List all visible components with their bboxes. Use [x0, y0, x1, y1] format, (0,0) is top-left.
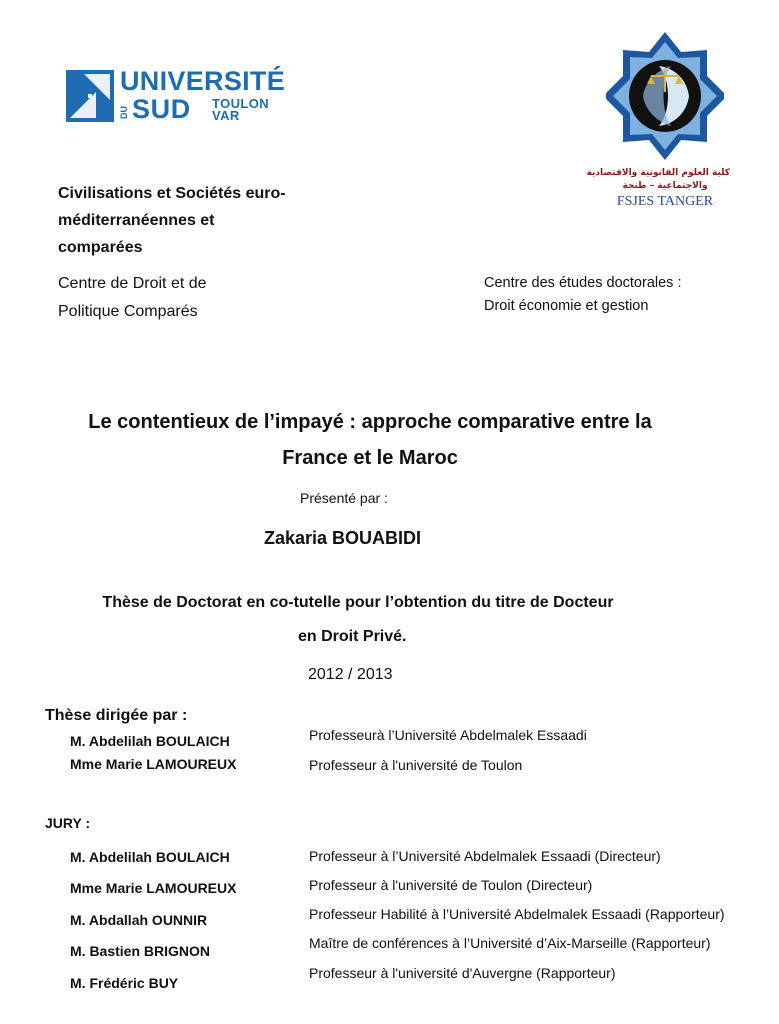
jury-member-role: Professeur à l'université de Toulon (Directeur) [309, 877, 593, 893]
logo-universite-text: UNIVERSITÉ [120, 66, 286, 96]
presented-by-label: Présenté par : [300, 490, 388, 506]
jury-member-name: Mme Marie LAMOUREUX [70, 880, 237, 896]
thesis-title [0, 404, 740, 476]
fsjes-emblem-icon [606, 28, 724, 164]
program-line: comparées [58, 239, 143, 256]
universite-logo-mark-icon [66, 70, 114, 122]
jury-heading: JURY : [45, 815, 91, 831]
centre-right-line: Centre des études doctorales : [484, 275, 682, 291]
director-name: Mme Marie LAMOUREUX [70, 756, 237, 772]
director-role: Professeurà l’Université Abdelmalek Essaadi [309, 727, 587, 743]
centre-left-line: Politique Comparés [58, 303, 198, 320]
jury-member-role: Professeur à l'université d'Auvergne (Rapporteur) [309, 965, 616, 981]
jury-member-name: M. Abdelilah BOULAICH [70, 849, 230, 865]
universite-du-sud-logo [66, 66, 288, 126]
fsjes-arabic-name-line2: والاجتماعية – طنجة [622, 181, 708, 191]
jury-member-name: M. Frédéric BUY [70, 975, 179, 991]
logo-sud-text: SUD [132, 94, 191, 124]
doctoral-studies-centre [484, 272, 681, 318]
author-name: Zakaria BOUABIDI [264, 528, 422, 548]
fsjes-name: FSJES TANGER [616, 194, 714, 209]
jury-member-role: Maître de conférences à l’Université d’Aix-Marseille (Rapporteur) [309, 935, 711, 951]
research-centre-left [58, 270, 207, 326]
jury-member-name: M. Abdallah OUNNIR [70, 912, 208, 928]
logo-du-text: DU [119, 106, 129, 120]
fsjes-arabic-name-line1: كلية العلوم القانونية والاقتصادية [586, 168, 730, 178]
fsjes-tanger-logo [586, 28, 730, 218]
thesis-degree-line2: en Droit Privé. [298, 628, 407, 645]
director-name: M. Abdelilah BOULAICH [70, 733, 230, 749]
program-line: Civilisations et Sociétés euro- [58, 185, 286, 202]
director-role: Professeur à l'université de Toulon [309, 757, 523, 773]
program-line: méditerranéennes et [58, 212, 215, 229]
academic-years: 2012 / 2013 [308, 666, 393, 683]
title-line-2: France et le Maroc [282, 447, 458, 469]
logo-toulon-var-text: TOULON VAR [212, 96, 270, 123]
jury-member-name: M. Bastien BRIGNON [70, 943, 211, 959]
centre-left-line: Centre de Droit et de [58, 275, 207, 292]
centre-right-line: Droit économie et gestion [484, 298, 649, 314]
title-line-1: Le contentieux de l’impayé : approche comparative entre la [88, 411, 652, 433]
jury-member-role: Professeur Habilité à l’Université Abdelmalek Essaadi (Rapporteur) [309, 906, 725, 922]
jury-member-role: Professeur à l’Université Abdelmalek Essaadi (Directeur) [309, 848, 661, 864]
doctoral-program [58, 180, 286, 261]
thesis-degree-line1: Thèse de Doctorat en co-tutelle pour l’obtention du titre de Docteur [102, 594, 614, 611]
directors-heading: Thèse dirigée par : [45, 707, 188, 724]
